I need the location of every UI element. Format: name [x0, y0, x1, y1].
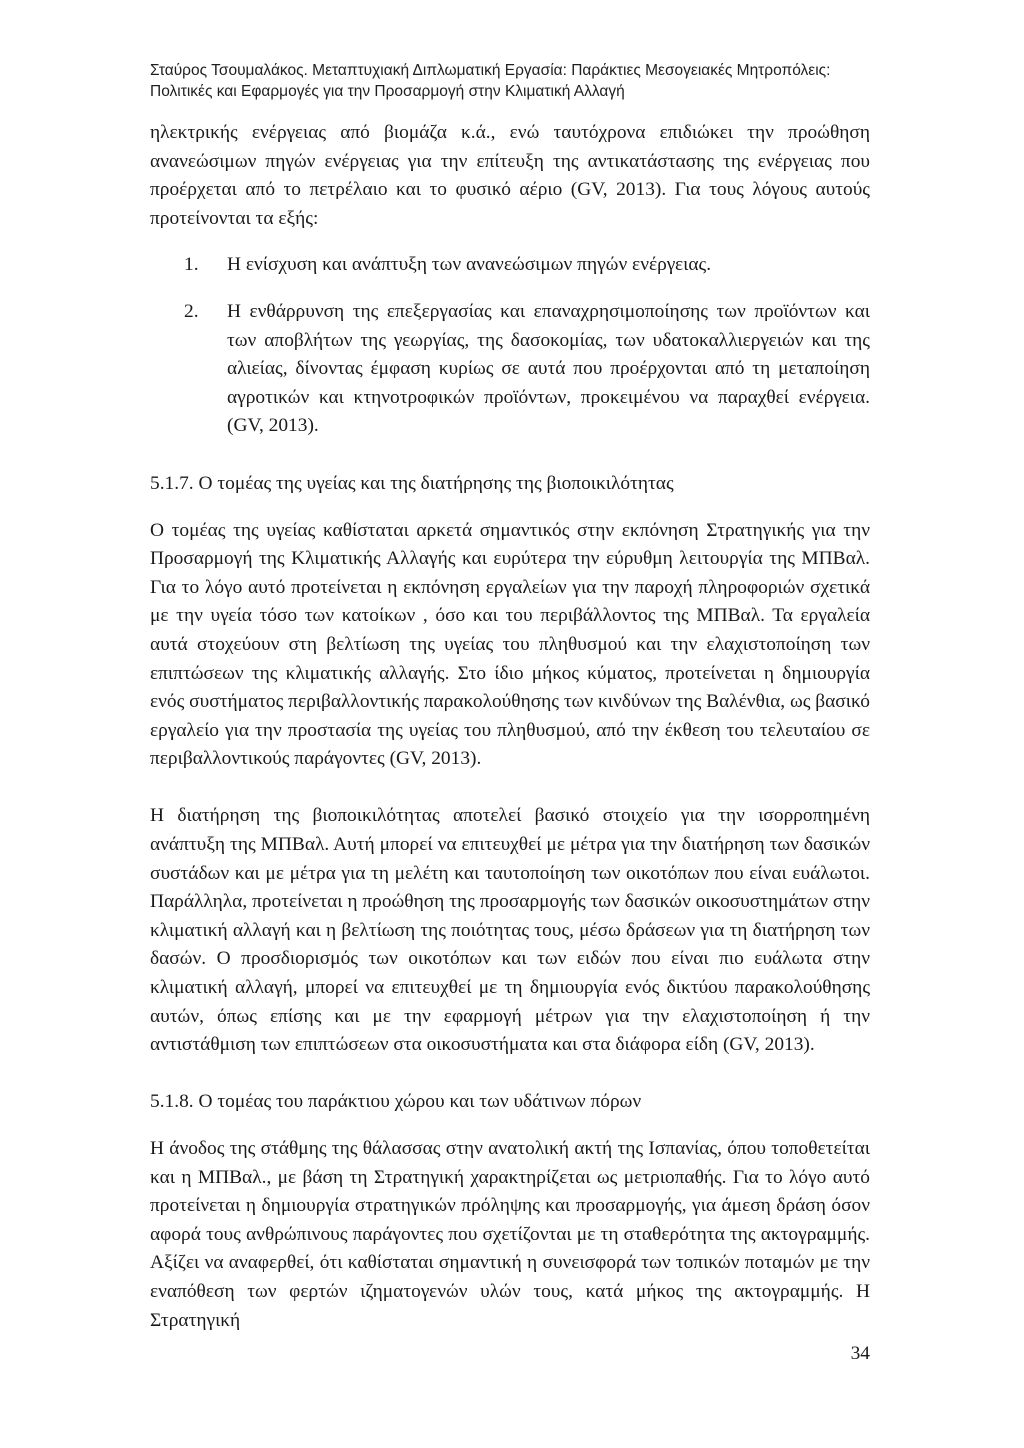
section-heading-517: 5.1.7. Ο τομέας της υγείας και της διατήρησης της βιοποικιλότητας: [150, 472, 674, 494]
list-number: 2.: [184, 300, 199, 322]
list-text: Η ενίσχυση και ανάπτυξη των ανανεώσιμων πηγών ενέργειας.: [227, 254, 712, 276]
paragraph-biodiversity: Η διατήρηση της βιοποικιλότητας αποτελεί βασικό στοιχείο για την ισορροπημένη ανάπτυξη της ΜΠΒαλ. Αυτή μπορεί να επιτευχθεί με μέτρα για την διατήρηση των δασικών συστάδων και με μέτρα για τη μελέτη και ταυτοποίηση των οικοτόπων που είναι ευάλωτοι. Παράλληλα, προτείνεται η προώθηση της προσαρμογής των δασικών οικοσυστημάτων στην κλιματική αλλαγή και η βελτίωση της ποιότητας τους, μέσω δράσεων για τη διατήρηση των δασών. Ο προσδιορισμός των οικοτόπων και των ειδών που είναι πιο ευάλωτα στην κλιματική αλλαγή, μπορεί να επιτευχθεί με τη δημιουργία ενός δικτύου παρακολούθησης αυτών, όπως επίσης και με την εφαρμογή μέτρων για την ελαχιστοποίηση ή την αντιστάθμιση των επιπτώσεων στα οικοσυστήματα και στα διάφορα είδη (GV, 2013).: [150, 805, 870, 1056]
list-text: Η ενθάρρυνση της επεξεργασίας και επαναχρησιμοποίησης των προϊόντων και των αποβλήτων της γεωργίας, της δασοκομίας, των υδατοκαλλιεργειών και της αλιείας, δίνοντας έμφαση κυρίως σε αυτά που προέρχονται από τη μεταποίηση αγροτικών και κτηνοτροφικών προϊόντων, προκειμένου να παραχθεί ενέργεια. (GV, 2013).: [227, 300, 870, 437]
list-item-2: [150, 298, 870, 441]
section-heading-518: 5.1.8. Ο τομέας του παράκτιου χώρου και των υδάτινων πόρων: [150, 1091, 642, 1113]
running-header: [150, 60, 910, 102]
list-number: 1.: [184, 254, 199, 276]
header-line-2: Πολιτικές και Εφαρμογές για την Προσαρμογή στην Κλιματική Αλλαγή: [150, 83, 625, 100]
paragraph-health: Ο τομέας της υγείας καθίσταται αρκετά σημαντικός στην εκπόνηση Στρατηγικής για την Προσαρμογή της Κλιματικής Αλλαγής και ευρύτερα την εύρυθμη λειτουργία της ΜΠΒαλ. Για το λόγο αυτό προτείνεται η εκπόνηση εργαλείων για την παροχή πληροφοριών σχετικά με την υγεία τόσο των κατοίκων , όσο και του περιβάλλοντος της ΜΠΒαλ. Τα εργαλεία αυτά στοχεύουν στη βελτίωση της υγείας του πληθυσμού και την ελαχιστοποίηση των επιπτώσεων της κλιματικής αλλαγής. Στο ίδιο μήκος κύματος, προτείνεται η δημιουργία ενός συστήματος περιβαλλοντικής παρακολούθησης των κινδύνων της Βαλένθια, ως βασικό εργαλείο για την προστασία της υγείας του πληθυσμού, από την έκθεση του τελευταίου σε περιβαλλοντικούς παράγοντες (GV, 2013).: [150, 519, 870, 770]
intro-paragraph: ηλεκτρικής ενέργειας από βιομάζα κ.ά., ενώ ταυτόχρονα επιδιώκει την προώθηση ανανεώσιμων πηγών ενέργειας για την επίτευξη της αντικατάστασης της ενέργειας που προέρχεται από το πετρέλαιο και το φυσικό αέριο (GV, 2013). Για τους λόγους αυτούς προτείνονται τα εξής:: [150, 122, 870, 229]
header-line-1: Σταύρος Τσουμαλάκος. Μεταπτυχιακή Διπλωματική Εργασία: Παράκτιες Μεσογειακές Μητροπόλεις:: [150, 62, 831, 79]
paragraph-coastal: Η άνοδος της στάθμης της θάλασσας στην ανατολική ακτή της Ισπανίας, όπου τοποθετείται και η ΜΠΒαλ., με βάση τη Στρατηγική χαρακτηρίζεται ως μετριοπαθής. Για το λόγο αυτό προτείνεται η δημιουργία στρατηγικών πρόληψης και προσαρμογής, για άμεση δράση όσον αφορά τους ανθρώπινους παράγοντες που σχετίζονται με τη σταθερότητα της ακτογραμμής. Αξίζει να αναφερθεί, ότι καθίσταται σημαντική η συνεισφορά των τοπικών ποταμών με την εναπόθεση των φερτών ιζηματογενών υλών τους, κατά μήκος της ακτογραμμής. Η Στρατηγική: [150, 1138, 870, 1331]
document-body: [150, 119, 870, 1364]
list-item-1: [150, 251, 870, 280]
page-number: 34: [850, 1343, 870, 1364]
